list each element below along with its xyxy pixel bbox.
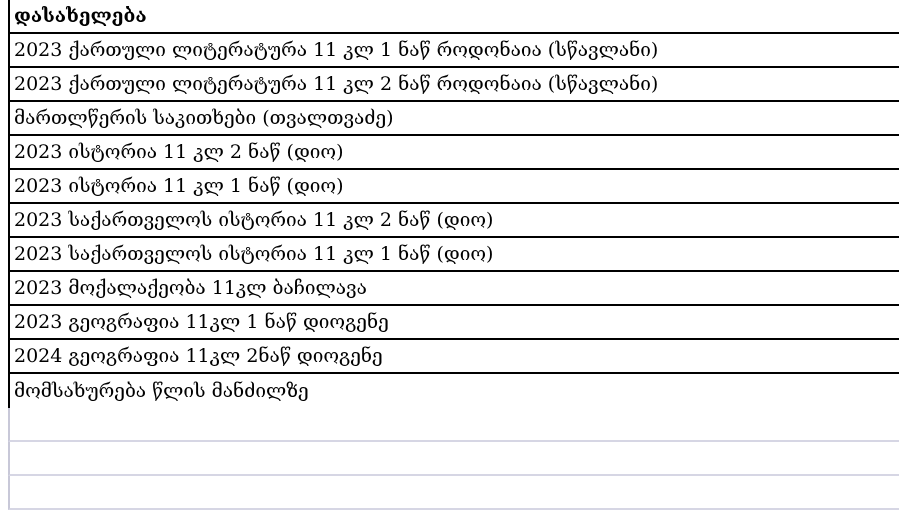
empty-row[interactable] bbox=[8, 476, 899, 510]
table-row[interactable]: მართლწერის საკითხები (თვალთვაძე) bbox=[8, 102, 899, 136]
table-row[interactable]: მომსახურება წლის მანძილზე bbox=[8, 374, 899, 408]
table-row[interactable]: 2023 მოქალაქეობა 11კლ ბაჩილავა bbox=[8, 272, 899, 306]
table-row[interactable]: 2023 ქართული ლიტერატურა 11 კლ 2 ნაწ როდონაია (სწავლანი) bbox=[8, 68, 899, 102]
items-table bbox=[8, 0, 899, 510]
table-row[interactable]: 2023 საქართველოს ისტორია 11 კლ 1 ნაწ (დიო) bbox=[8, 238, 899, 272]
empty-row[interactable] bbox=[8, 408, 899, 442]
empty-row[interactable] bbox=[8, 442, 899, 476]
table-row[interactable]: 2023 გეოგრაფია 11კლ 1 ნაწ დიოგენე bbox=[8, 306, 899, 340]
table-row[interactable]: 2023 საქართველოს ისტორია 11 კლ 2 ნაწ (დიო) bbox=[8, 204, 899, 238]
table-row[interactable]: 2024 გეოგრაფია 11კლ 2ნაწ დიოგენე bbox=[8, 340, 899, 374]
table-row[interactable]: 2023 ქართული ლიტერატურა 11 კლ 1 ნაწ როდონაია (სწავლანი) bbox=[8, 34, 899, 68]
table-row[interactable]: 2023 ისტორია 11 კლ 1 ნაწ (დიო) bbox=[8, 170, 899, 204]
column-header-name[interactable]: დასახელება bbox=[8, 0, 899, 34]
table-row[interactable]: 2023 ისტორია 11 კლ 2 ნაწ (დიო) bbox=[8, 136, 899, 170]
